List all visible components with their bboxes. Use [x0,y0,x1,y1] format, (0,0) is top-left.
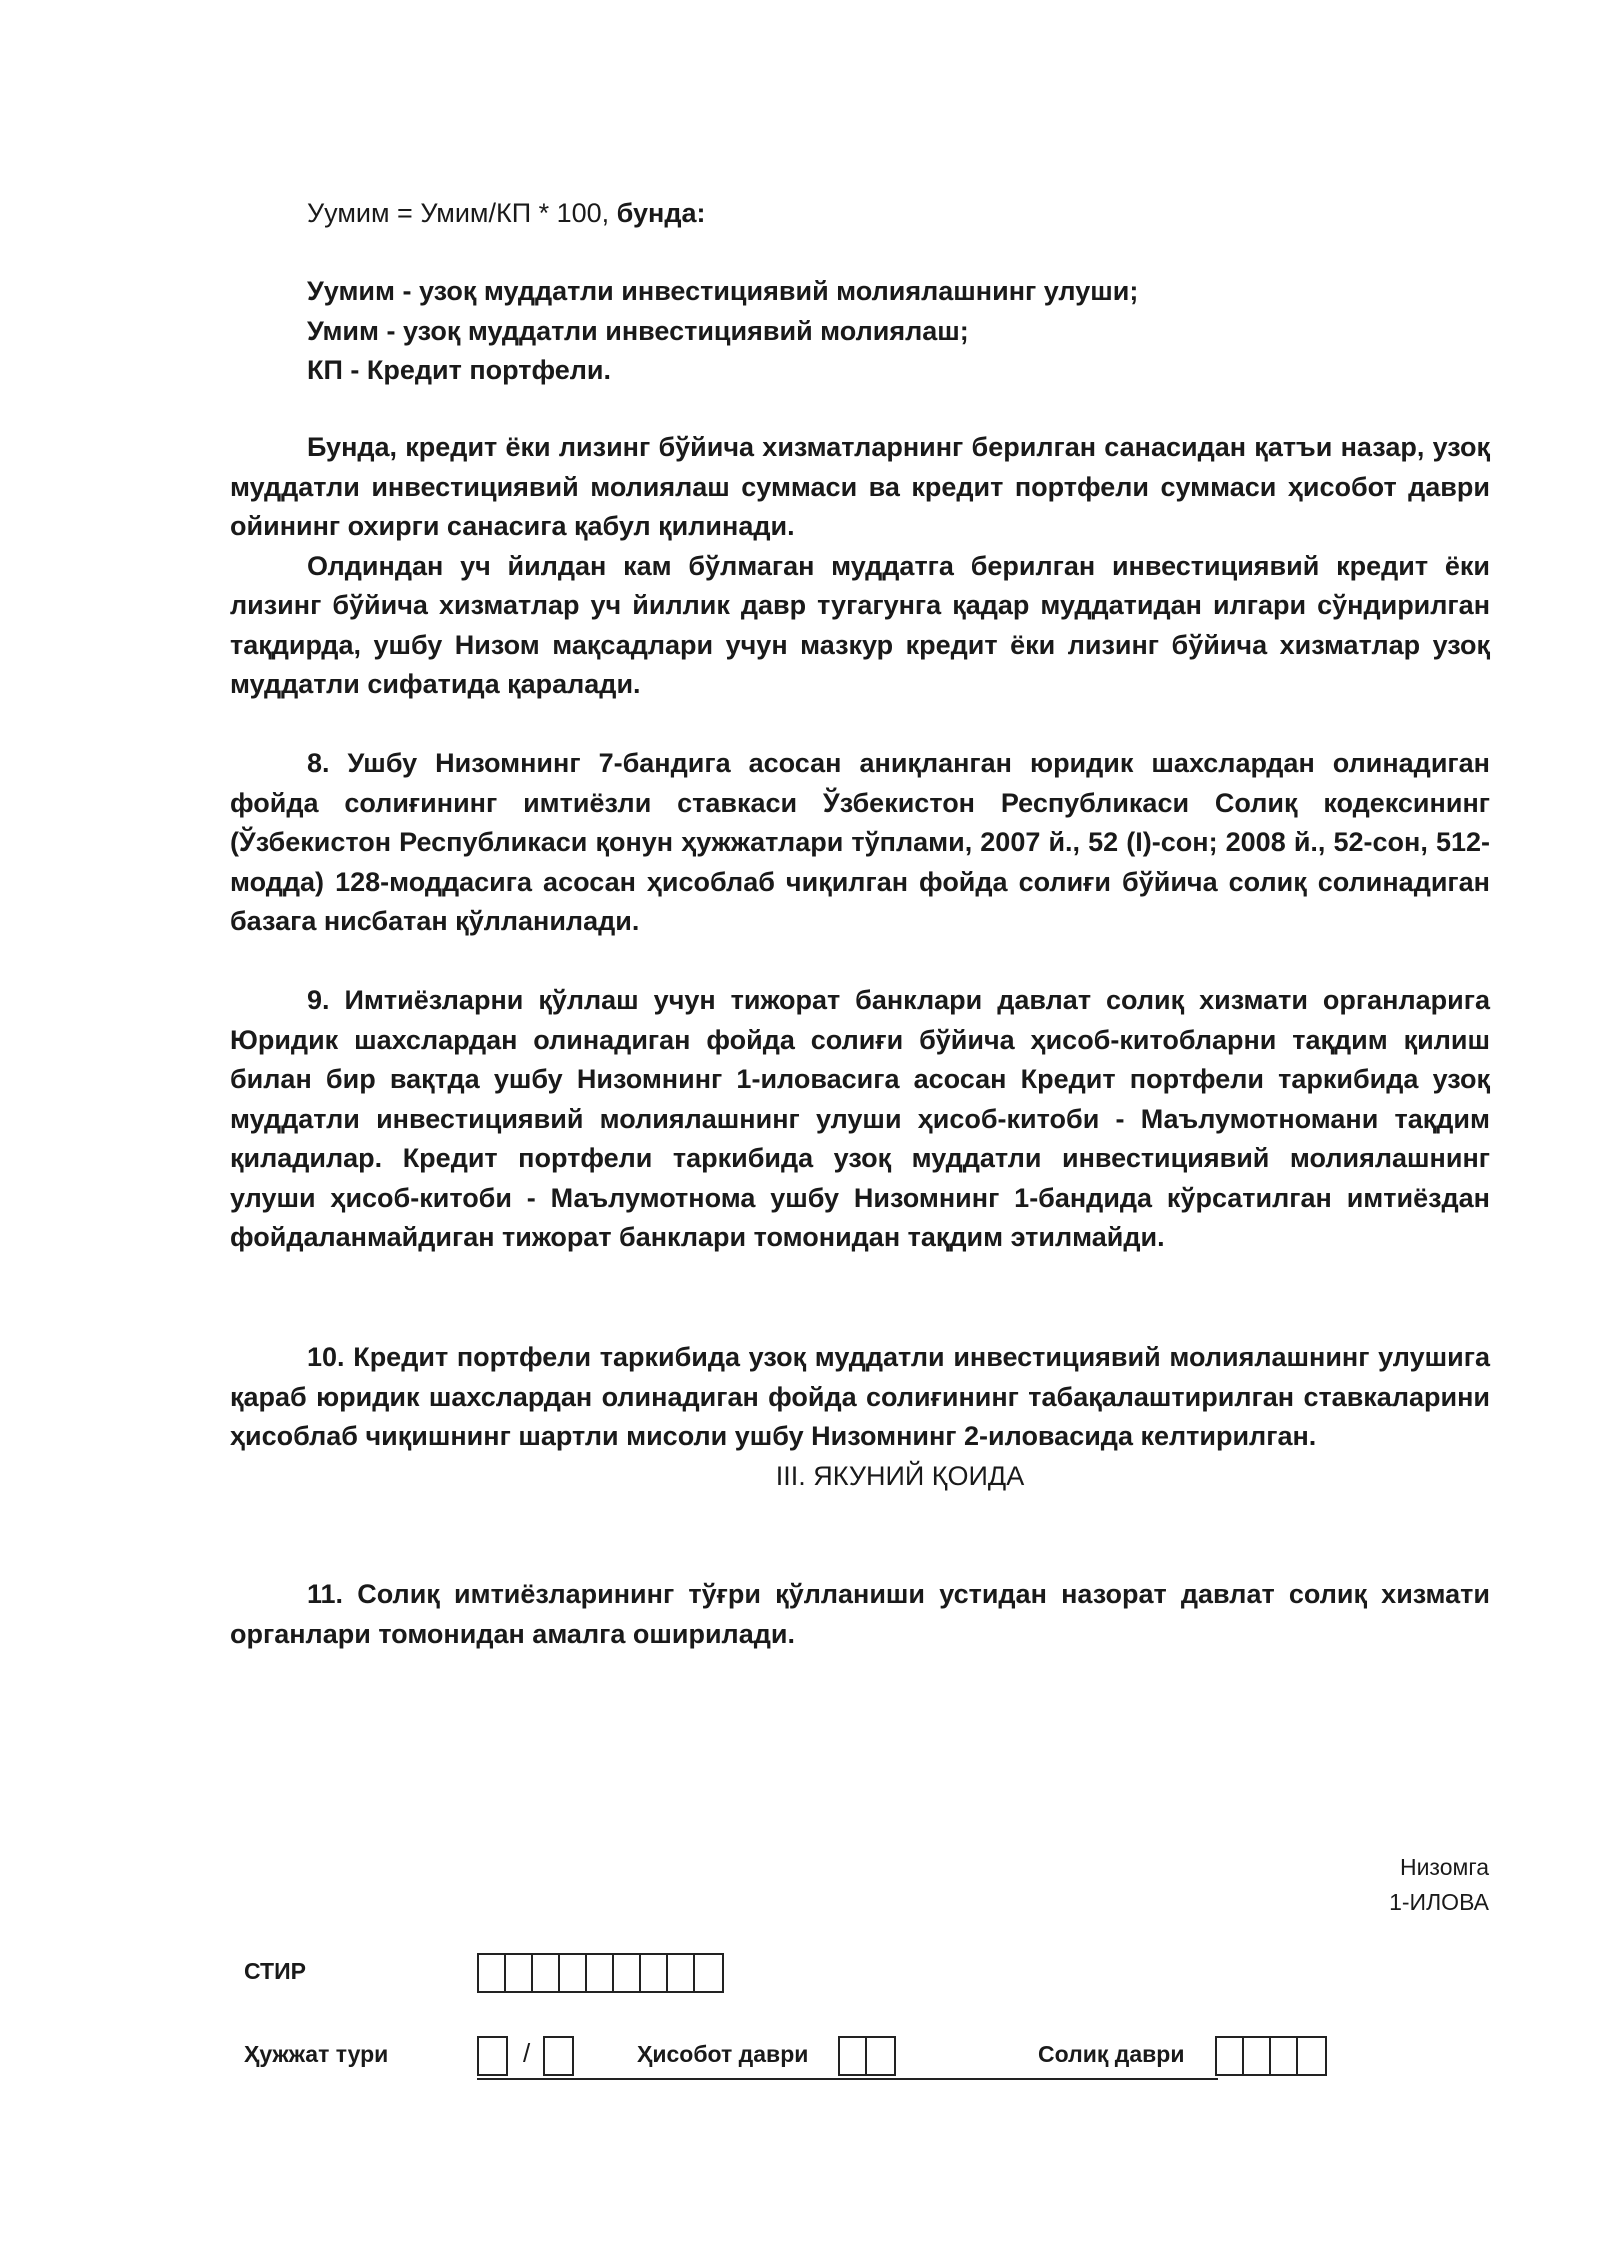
paragraph-block-1 [230,428,1490,705]
paragraph-9-block [230,981,1490,1258]
paragraph-date-basis: Бунда, кредит ёки лизинг бўйича хизматларнинг берилган санасидан қатъи назар, узоқ муддатли инвестициявий молиялаш суммаси ва кредит портфели суммаси ҳисобот даври ойининг охирги санасига қабул қилинади. [230,432,1490,541]
definition-item: КП - Кредит портфели. [307,355,612,385]
definition-item: Уумим - узоқ муддатли инвестициявий молиялашнинг улуши; [307,276,1139,306]
paragraph-9: 9. Имтиёзларни қўллаш учун тижорат банклари давлат солиқ хизмати органларига Юридик шахслардан олинадиган фойда солиғи бўйича ҳисоб-китобларни тақдим қилиш билан бир вақтда ушбу Низомнинг 1-иловасига асосан Кредит портфели таркибида узоқ муддатли инвестициявий молиялашнинг улуши ҳисоб-китоби - Маълумотномани тақдим қиладилар. Кредит портфели таркибида узоқ муддатли инвестициявий молиялашнинг улуши ҳисоб-китоби - Маълумотнома ушбу Низомнинг 1-бандида кўрсатилган имтиёздан фойдаланмайдиган тижорат банклари томонидан тақдим этилмайди. [230,985,1490,1252]
form-underline [570,2078,1218,2080]
stir-cell[interactable] [668,1955,695,1991]
report-period-label: Ҳисобот даври [637,2041,809,2067]
report-period-cell[interactable] [840,2038,867,2074]
definitions-block [230,272,1490,391]
paragraph-11-block [230,1575,1490,1654]
tax-period-label: Солиқ даври [1038,2041,1185,2067]
appendix-line-1: Низомга [1399,1854,1489,1880]
doc-type-label: Ҳужжат тури [244,2041,389,2067]
doc-type-cell-b[interactable] [543,2036,574,2076]
doc-type-cell-a[interactable] [477,2036,508,2076]
stir-label: СТИР [244,1958,306,1984]
tax-period-cell[interactable] [1217,2038,1244,2074]
report-period-cells[interactable] [838,2036,896,2076]
doc-type-separator: / [523,2038,531,2068]
appendix-label [1389,1850,1489,1920]
stir-cell[interactable] [641,1955,668,1991]
paragraph-11: 11. Солиқ имтиёзларининг тўғри қўлланиши устидан назорат давлат солиқ хизмати органлари томонидан амалга оширилади. [230,1579,1490,1649]
paragraph-early-repayment: Олдиндан уч йилдан кам бўлмаган муддатга берилган инвестициявий кредит ёки лизинг бўйича хизматлар уч йиллик давр тугагунга қадар муддатидан илгари сўндирилган тақдирда, ушбу Низом мақсадлари учун мазкур кредит ёки лизинг бўйича хизматлар узоқ муддатли сифатида қаралади. [230,550,1490,699]
formula-block [230,194,1490,234]
stir-cells[interactable] [477,1953,724,1993]
tax-period-cell[interactable] [1271,2038,1298,2074]
doc-type-underline [477,2078,572,2080]
paragraph-8-block [230,744,1490,942]
stir-cell[interactable] [614,1955,641,1991]
stir-cell[interactable] [479,1955,506,1991]
stir-cell[interactable] [587,1955,614,1991]
paragraph-10: 10. Кредит портфели таркибида узоқ муддатли инвестициявий молиялашнинг улушига қараб юридик шахслардан олинадиган фойда солиғининг табақалаштирилган ставкаларини ҳисоблаб чиқишнинг шартли мисоли ушбу Низомнинг 2-иловасида келтирилган. [230,1342,1490,1451]
tax-period-cell[interactable] [1298,2038,1325,2074]
report-period-cell[interactable] [867,2038,894,2074]
section-heading: III. ЯКУНИЙ ҚОИДА [775,1460,1025,1491]
paragraph-8: 8. Ушбу Низомнинг 7-бандига асосан аниқланган юридик шахслардан олинадиган фойда солиғининг имтиёзли ставкаси Ўзбекистон Республикаси Солиқ кодексининг (Ўзбекистон Республикаси қонун ҳужжатлари тўплами, 2007 й., 52 (I)-сон; 2008 й., 52-сон, 512-модда) 128-моддасига асосан ҳисоблаб чиқилган фойда солиғи бўйича солиқ солинадиган базага нисбатан қўлланилади. [230,748,1490,936]
tax-period-cells[interactable] [1215,2036,1327,2076]
doc-type-cell[interactable] [479,2038,506,2074]
formula-expression: Уумим = Умим/КП * 100, [307,198,617,228]
appendix-line-2: 1-ИЛОВА [1389,1889,1489,1915]
formula-line [230,194,1490,234]
stir-cell[interactable] [560,1955,587,1991]
doc-type-cell[interactable] [545,2038,572,2074]
stir-cell[interactable] [695,1955,722,1991]
definition-item: Умим - узоқ муддатли инвестициявий молиялаш; [307,315,969,346]
stir-cell[interactable] [506,1955,533,1991]
paragraph-10-block [230,1338,1490,1496]
formula-where: бунда: [616,198,706,228]
stir-cell[interactable] [533,1955,560,1991]
tax-period-cell[interactable] [1244,2038,1271,2074]
